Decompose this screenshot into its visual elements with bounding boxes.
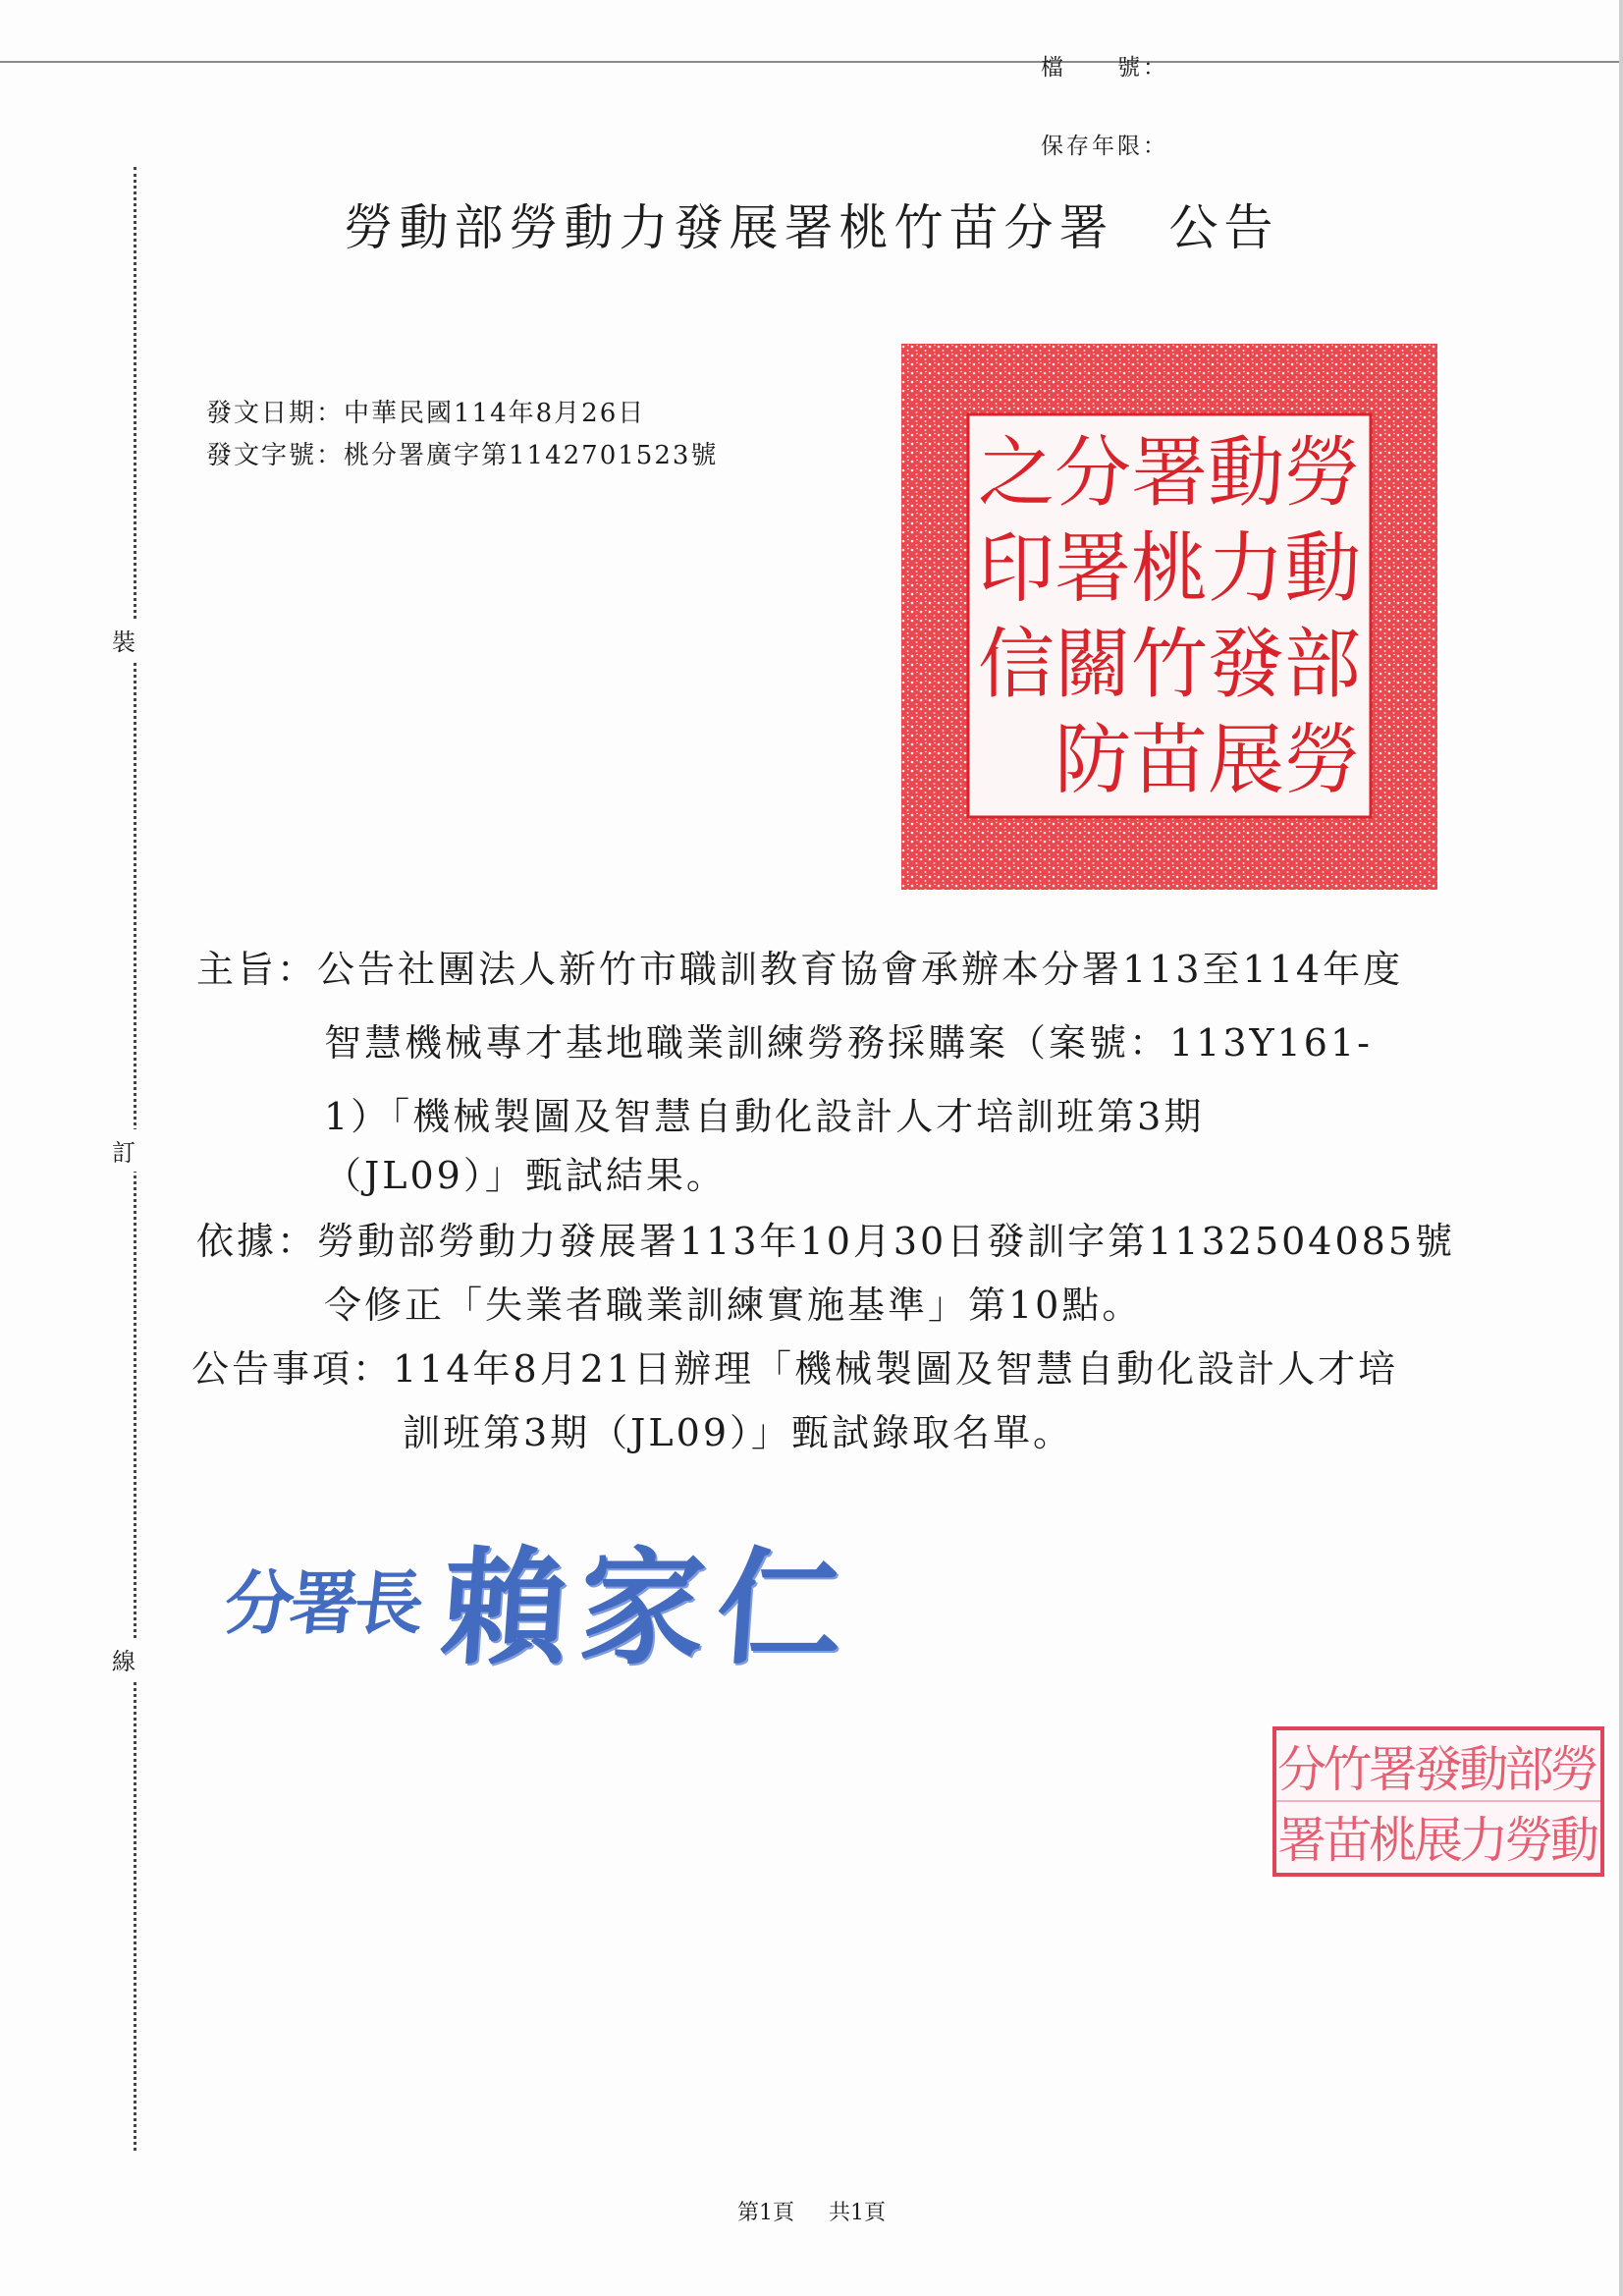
issue-number: 發文字號：桃分署廣字第1142701523號 xyxy=(206,441,719,470)
seal-glyph: 竹 xyxy=(1130,621,1209,710)
page-edge xyxy=(1619,0,1623,2296)
seal-glyph: 署 xyxy=(1368,1741,1418,1799)
seal-glyph: 動 xyxy=(1207,429,1285,519)
seal-glyph: 分 xyxy=(1054,429,1132,519)
seal-glyph: 苗 xyxy=(1130,716,1209,805)
seal-glyph: 力 xyxy=(1459,1812,1509,1870)
seal-glyph: 展 xyxy=(1414,1812,1463,1870)
seal-glyph: 部 xyxy=(1504,1741,1554,1799)
announcement-line-1: 公告事項：114年8月21日辦理「機械製圖及智慧自動化設計人才培 xyxy=(191,1347,1399,1391)
binding-char-bind: 裝 xyxy=(110,619,137,661)
seal-glyph: 苗 xyxy=(1323,1812,1373,1870)
page-number: 第1頁 xyxy=(737,2201,794,2225)
file-number-label: 檔 號： xyxy=(1041,55,1168,81)
subject-line-2: 智慧機械專才基地職業訓練勞務採購案（案號：113Y161- xyxy=(324,1021,1373,1065)
seal-glyph: 勞 xyxy=(1283,716,1362,805)
seal-glyph: 署 xyxy=(1054,524,1132,614)
signature-title: 分署長 xyxy=(221,1561,424,1644)
seal-glyph: 發 xyxy=(1207,621,1285,710)
seal-glyph: 防 xyxy=(1054,716,1132,805)
director-signature-stamp xyxy=(221,1507,992,1682)
seal-glyph: 勞 xyxy=(1549,1741,1599,1799)
seal-glyph: 展 xyxy=(1207,716,1285,805)
seal-glyph: 竹 xyxy=(1323,1741,1373,1799)
retention-label: 保存年限： xyxy=(1041,134,1168,159)
page-footer xyxy=(0,2196,1623,2226)
seal-glyph: 力 xyxy=(1207,524,1285,614)
seal-glyph: 關 xyxy=(1054,621,1132,710)
subject-line-4: （JL09）」甄試結果。 xyxy=(324,1154,727,1197)
seal-glyph: 勞 xyxy=(1283,429,1362,519)
signature-name: 賴家仁 xyxy=(437,1535,860,1682)
seal-glyph: 發 xyxy=(1414,1741,1463,1799)
page-title: 勞動部勞動力發展署桃竹苗分署 公告 xyxy=(344,199,1279,256)
subject-line-3: 1）「機械製圖及智慧自動化設計人才培訓班第3期 xyxy=(324,1095,1205,1138)
seal-glyph: 署 xyxy=(1130,429,1209,519)
seal-glyph: 部 xyxy=(1283,621,1362,710)
subject-line-1: 主旨：公告社團法人新竹市職訓教育協會承辦本分署113至114年度 xyxy=(196,948,1404,991)
basis-line-1: 依據：勞動部勞動力發展署113年10月30日發訓字第1132504085號 xyxy=(196,1220,1456,1263)
page-total: 共1頁 xyxy=(829,2201,886,2225)
small-seal xyxy=(1271,1725,1605,1878)
seal-glyph: 動 xyxy=(1549,1812,1599,1870)
seal-glyph: 分 xyxy=(1277,1741,1327,1799)
binding-char-line: 線 xyxy=(110,1638,137,1680)
seal-glyph: 動 xyxy=(1283,524,1362,614)
issue-date: 發文日期：中華民國114年8月26日 xyxy=(206,399,646,428)
seal-glyph: 印 xyxy=(977,524,1055,614)
seal-glyph: 信 xyxy=(977,621,1055,710)
seal-glyph: 桃 xyxy=(1130,524,1209,614)
seal-glyph: 動 xyxy=(1459,1741,1509,1799)
basis-line-2: 令修正「失業者職業訓練實施基準」第10點。 xyxy=(324,1284,1143,1327)
official-seal xyxy=(901,344,1437,890)
seal-glyph: 之 xyxy=(977,429,1055,519)
announcement-line-2: 訓班第3期（JL09）」甄試錄取名單。 xyxy=(403,1411,1073,1454)
seal-glyph: 桃 xyxy=(1368,1812,1418,1870)
seal-glyph: 署 xyxy=(1277,1812,1327,1870)
top-rule xyxy=(0,61,1623,63)
binding-char-staple: 訂 xyxy=(110,1129,137,1172)
seal-glyph: 勞 xyxy=(1504,1812,1554,1870)
